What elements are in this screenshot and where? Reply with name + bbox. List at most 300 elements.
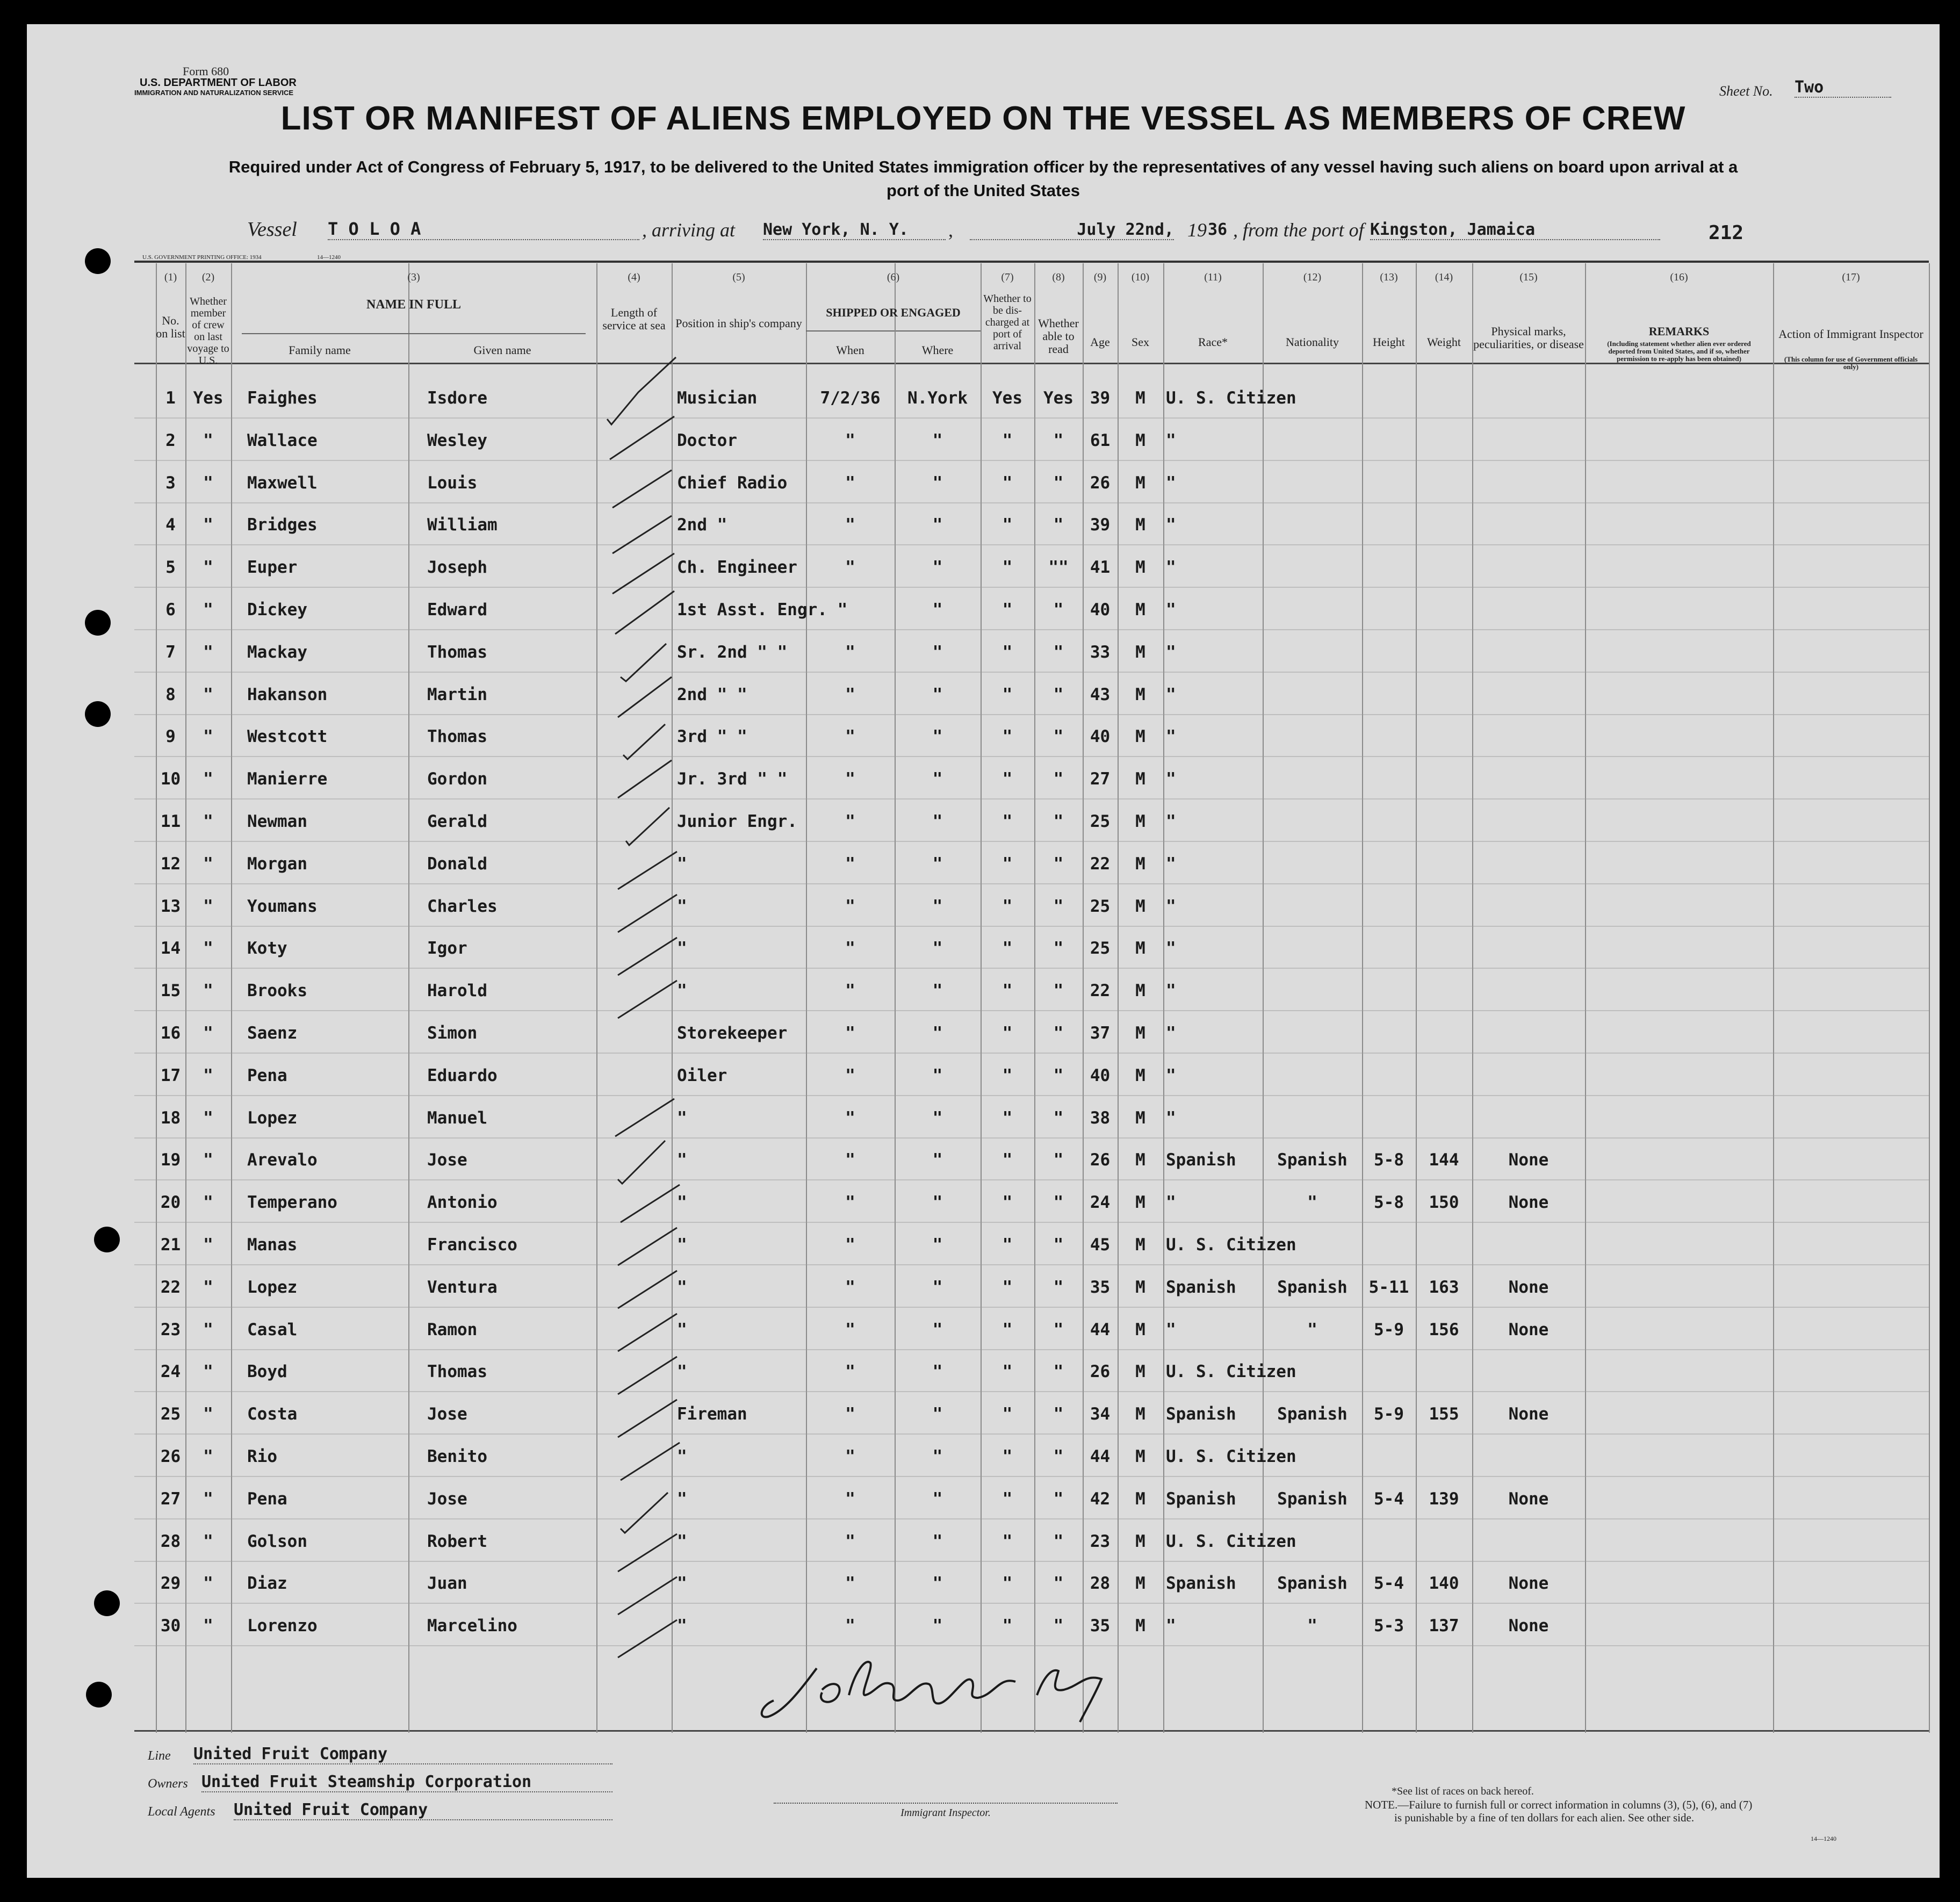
row-number: 27 bbox=[160, 1489, 181, 1509]
shipped-when-cell: " bbox=[845, 1489, 855, 1509]
physical-marks-cell: None bbox=[1508, 1150, 1549, 1170]
shipped-when-cell: " bbox=[845, 1616, 855, 1636]
col-head-service: Length of service at sea bbox=[602, 306, 666, 332]
race-cell: " bbox=[1166, 1193, 1176, 1213]
able-to-read-cell: " bbox=[1053, 939, 1064, 959]
discharged-cell: " bbox=[1002, 727, 1013, 747]
age-cell: 26 bbox=[1090, 1150, 1111, 1170]
family-name-cell: Arevalo bbox=[247, 1150, 318, 1170]
shipped-where-cell: " bbox=[932, 1489, 943, 1509]
sex-cell: M bbox=[1135, 1320, 1145, 1339]
race-cell: " bbox=[1166, 896, 1176, 916]
shipped-when-cell: " bbox=[845, 1108, 855, 1128]
row-number: 9 bbox=[165, 727, 176, 747]
sheet-value: Two bbox=[1795, 78, 1891, 98]
shipped-when-cell: " bbox=[845, 1150, 855, 1170]
position-cell: " bbox=[677, 1235, 687, 1255]
col-head-shipped: SHIPPED OR ENGAGED bbox=[826, 306, 961, 319]
shipped-when-cell: " bbox=[845, 430, 855, 450]
col-head-action-note: (This column for use of Government officials only) bbox=[1784, 355, 1918, 371]
shipped-when-cell: " bbox=[845, 981, 855, 1001]
arriving-label: , arriving at bbox=[642, 219, 736, 241]
col-head-action: Action of Immigrant Inspector bbox=[1778, 327, 1923, 341]
race-cell: U. S. Citizen bbox=[1166, 1362, 1296, 1382]
col-num-11: (11) bbox=[1204, 271, 1222, 283]
footer-note-2: is punishable by a fine of ten dollars for each alien. See other side. bbox=[1394, 1811, 1695, 1824]
row-number: 23 bbox=[160, 1320, 181, 1339]
position-cell: " bbox=[677, 1489, 687, 1509]
age-cell: 26 bbox=[1090, 473, 1111, 493]
physical-marks-cell: None bbox=[1508, 1193, 1549, 1213]
printing-office: U.S. GOVERNMENT PRINTING OFFICE: 1934 bbox=[142, 254, 262, 261]
sex-cell: M bbox=[1135, 727, 1145, 747]
subtitle-line-2: port of the United States bbox=[887, 181, 1080, 200]
family-name-cell: Wallace bbox=[247, 430, 318, 450]
discharged-cell: " bbox=[1002, 896, 1013, 916]
age-cell: 38 bbox=[1090, 1108, 1111, 1128]
position-cell: Ch. Engineer bbox=[677, 558, 797, 578]
age-cell: 25 bbox=[1090, 896, 1111, 916]
col-head-when: When bbox=[836, 343, 864, 357]
last-voyage-cell: " bbox=[203, 1362, 213, 1382]
age-cell: 40 bbox=[1090, 1065, 1111, 1085]
position-cell: " bbox=[677, 939, 687, 959]
shipped-where-cell: " bbox=[932, 812, 943, 831]
col-head-name: NAME IN FULL bbox=[366, 298, 461, 312]
weight-cell: 156 bbox=[1429, 1320, 1459, 1339]
height-cell: 5-4 bbox=[1374, 1574, 1404, 1594]
discharged-cell: Yes bbox=[992, 388, 1022, 408]
family-name-cell: Dickey bbox=[247, 600, 307, 619]
position-cell: 2nd " bbox=[677, 515, 727, 535]
sex-cell: M bbox=[1135, 1447, 1145, 1466]
physical-marks-cell: None bbox=[1508, 1320, 1549, 1339]
position-cell: " bbox=[677, 981, 687, 1001]
shipped-when-cell: " bbox=[845, 1024, 855, 1043]
row-number: 19 bbox=[160, 1150, 181, 1170]
able-to-read-cell: " bbox=[1053, 685, 1064, 704]
race-cell: " bbox=[1166, 727, 1176, 747]
col-num-17: (17) bbox=[1842, 271, 1860, 283]
age-cell: 45 bbox=[1090, 1235, 1111, 1255]
col-num-3: (3) bbox=[407, 271, 420, 283]
given-name-cell: Jose bbox=[427, 1150, 467, 1170]
age-cell: 25 bbox=[1090, 812, 1111, 831]
weight-cell: 139 bbox=[1429, 1489, 1459, 1509]
last-voyage-cell: " bbox=[203, 515, 213, 535]
last-voyage-cell: Yes bbox=[193, 388, 224, 408]
col-head-given: Given name bbox=[473, 343, 531, 357]
race-cell: " bbox=[1166, 430, 1176, 450]
sex-cell: M bbox=[1135, 642, 1145, 662]
row-number: 14 bbox=[160, 939, 181, 959]
weight-cell: 150 bbox=[1429, 1193, 1459, 1213]
last-voyage-cell: " bbox=[203, 642, 213, 662]
year-prefix: 19 bbox=[1187, 219, 1207, 241]
nationality-cell: " bbox=[1307, 1616, 1317, 1636]
race-cell: Spanish bbox=[1166, 1150, 1236, 1170]
able-to-read-cell: " bbox=[1053, 473, 1064, 493]
race-cell: " bbox=[1166, 1065, 1176, 1085]
family-name-cell: Newman bbox=[247, 812, 307, 831]
given-name-cell: Donald bbox=[427, 854, 487, 874]
able-to-read-cell: " bbox=[1053, 1574, 1064, 1594]
race-cell: " bbox=[1166, 854, 1176, 874]
shipped-where-cell: " bbox=[932, 1024, 943, 1043]
position-cell: " bbox=[677, 1616, 687, 1636]
able-to-read-cell: " bbox=[1053, 1447, 1064, 1466]
sex-cell: M bbox=[1135, 812, 1145, 831]
family-name-cell: Euper bbox=[247, 558, 298, 578]
given-name-cell: Benito bbox=[427, 1447, 487, 1466]
discharged-cell: " bbox=[1002, 939, 1013, 959]
given-name-cell: Thomas bbox=[427, 642, 487, 662]
age-cell: 22 bbox=[1090, 854, 1111, 874]
family-name-cell: Casal bbox=[247, 1320, 298, 1339]
shipped-when-cell: " bbox=[845, 515, 855, 535]
col-num-1: (1) bbox=[164, 271, 177, 283]
shipped-where-cell: " bbox=[932, 600, 943, 619]
agents-value: United Fruit Company bbox=[234, 1800, 612, 1820]
able-to-read-cell: " bbox=[1053, 1235, 1064, 1255]
position-cell: Doctor bbox=[677, 430, 737, 450]
shipped-when-cell: " bbox=[845, 473, 855, 493]
nationality-cell: Spanish bbox=[1277, 1489, 1347, 1509]
col-head-age: Age bbox=[1090, 335, 1110, 349]
row-number: 30 bbox=[160, 1616, 181, 1636]
race-cell: Spanish bbox=[1166, 1277, 1236, 1297]
shipped-where-cell: " bbox=[932, 1277, 943, 1297]
row-number: 15 bbox=[160, 981, 181, 1001]
shipped-when-cell: " bbox=[845, 1320, 855, 1339]
family-name-cell: Hakanson bbox=[247, 685, 328, 704]
position-cell: Junior Engr. bbox=[677, 812, 797, 831]
col-head-family: Family name bbox=[289, 343, 351, 357]
col-head-where: Where bbox=[921, 343, 954, 357]
age-cell: 61 bbox=[1090, 430, 1111, 450]
family-name-cell: Diaz bbox=[247, 1574, 287, 1594]
race-cell: " bbox=[1166, 558, 1176, 578]
age-cell: 34 bbox=[1090, 1404, 1111, 1424]
shipped-where-cell: " bbox=[932, 1150, 943, 1170]
sex-cell: M bbox=[1135, 939, 1145, 959]
nationality-cell: Spanish bbox=[1277, 1574, 1347, 1594]
nationality-cell: Spanish bbox=[1277, 1277, 1347, 1297]
discharged-cell: " bbox=[1002, 685, 1013, 704]
last-voyage-cell: " bbox=[203, 558, 213, 578]
line-label: Line bbox=[148, 1749, 171, 1763]
shipped-when-cell: " bbox=[845, 685, 855, 704]
sex-cell: M bbox=[1135, 1489, 1145, 1509]
shipped-when-cell: " bbox=[845, 1404, 855, 1424]
binder-hole bbox=[94, 1227, 120, 1252]
shipped-where-cell: " bbox=[932, 1531, 943, 1551]
row-number: 29 bbox=[160, 1574, 181, 1594]
given-name-cell: Jose bbox=[427, 1489, 467, 1509]
sex-cell: M bbox=[1135, 1531, 1145, 1551]
col-head-marks: Physical marks, peculiarities, or disease bbox=[1473, 325, 1584, 351]
discharged-cell: " bbox=[1002, 1404, 1013, 1424]
able-to-read-cell: " bbox=[1053, 1065, 1064, 1085]
last-voyage-cell: " bbox=[203, 600, 213, 619]
nationality-cell: Spanish bbox=[1277, 1150, 1347, 1170]
binder-hole bbox=[86, 1682, 112, 1708]
able-to-read-cell: " bbox=[1053, 600, 1064, 619]
given-name-cell: Eduardo bbox=[427, 1065, 498, 1085]
col-num-5: (5) bbox=[732, 271, 745, 283]
discharged-cell: " bbox=[1002, 1150, 1013, 1170]
col-num-6: (6) bbox=[887, 271, 900, 283]
shipped-when-cell: " bbox=[845, 558, 855, 578]
shipped-where-cell: " bbox=[932, 558, 943, 578]
position-cell: " bbox=[677, 1108, 687, 1128]
age-cell: 42 bbox=[1090, 1489, 1111, 1509]
row-number: 4 bbox=[165, 515, 176, 535]
shipped-where-cell: " bbox=[932, 1193, 943, 1213]
able-to-read-cell: " bbox=[1053, 1193, 1064, 1213]
owners-label: Owners bbox=[148, 1777, 188, 1791]
position-cell: Jr. 3rd " " bbox=[677, 769, 788, 789]
family-name-cell: Maxwell bbox=[247, 473, 318, 493]
binder-hole bbox=[85, 610, 111, 636]
physical-marks-cell: None bbox=[1508, 1616, 1549, 1636]
shipped-where-cell: " bbox=[932, 1108, 943, 1128]
last-voyage-cell: " bbox=[203, 1404, 213, 1424]
family-name-cell: Mackay bbox=[247, 642, 307, 662]
col-head-position: Position in ship's company bbox=[675, 316, 802, 330]
row-number: 20 bbox=[160, 1193, 181, 1213]
family-name-cell: Costa bbox=[247, 1404, 298, 1424]
sex-cell: M bbox=[1135, 388, 1145, 408]
footer-note-1: NOTE.—Failure to furnish full or correct information in columns (3), (5), (6), and (7) bbox=[1365, 1798, 1753, 1811]
race-cell: U. S. Citizen bbox=[1166, 1235, 1296, 1255]
given-name-cell: Martin bbox=[427, 685, 487, 704]
sex-cell: M bbox=[1135, 473, 1145, 493]
discharged-cell: " bbox=[1002, 1362, 1013, 1382]
page-title: LIST OR MANIFEST OF ALIENS EMPLOYED ON THE VESSEL AS MEMBERS OF CREW bbox=[280, 100, 1686, 137]
age-cell: 35 bbox=[1090, 1616, 1111, 1636]
nationality-cell: " bbox=[1307, 1320, 1317, 1339]
from-label: , from the port of bbox=[1233, 219, 1364, 241]
given-name-cell: Isdore bbox=[427, 388, 487, 408]
family-name-cell: Saenz bbox=[247, 1024, 298, 1043]
discharged-cell: " bbox=[1002, 558, 1013, 578]
race-cell: Spanish bbox=[1166, 1574, 1236, 1594]
age-cell: 25 bbox=[1090, 939, 1111, 959]
shipped-where-cell: " bbox=[932, 685, 943, 704]
agents-label: Local Agents bbox=[148, 1805, 215, 1819]
race-cell: " bbox=[1166, 1024, 1176, 1043]
discharged-cell: " bbox=[1002, 1447, 1013, 1466]
last-voyage-cell: " bbox=[203, 896, 213, 916]
given-name-cell: Robert bbox=[427, 1531, 487, 1551]
discharged-cell: " bbox=[1002, 515, 1013, 535]
race-cell: " bbox=[1166, 1616, 1176, 1636]
discharged-cell: " bbox=[1002, 1616, 1013, 1636]
shipped-where-cell: " bbox=[932, 473, 943, 493]
row-number: 12 bbox=[160, 854, 181, 874]
col-head-height: Height bbox=[1373, 335, 1405, 349]
position-cell: Storekeeper bbox=[677, 1024, 788, 1043]
nationality-cell: " bbox=[1307, 1193, 1317, 1213]
able-to-read-cell: Yes bbox=[1043, 388, 1073, 408]
family-name-cell: Lopez bbox=[247, 1108, 298, 1128]
shipped-when-cell: " bbox=[845, 939, 855, 959]
sex-cell: M bbox=[1135, 1193, 1145, 1213]
signature-scribble bbox=[762, 1662, 1101, 1722]
weight-cell: 155 bbox=[1429, 1404, 1459, 1424]
discharged-cell: " bbox=[1002, 854, 1013, 874]
given-name-cell: Wesley bbox=[427, 430, 487, 450]
discharged-cell: " bbox=[1002, 1065, 1013, 1085]
able-to-read-cell: "" bbox=[1048, 558, 1069, 578]
height-cell: 5-9 bbox=[1374, 1404, 1404, 1424]
col-num-9: (9) bbox=[1093, 271, 1107, 283]
family-name-cell: Temperano bbox=[247, 1193, 337, 1213]
height-cell: 5-11 bbox=[1368, 1277, 1409, 1297]
shipped-where-cell: " bbox=[932, 1235, 943, 1255]
col-head-remarks: REMARKS bbox=[1648, 325, 1710, 338]
shipped-where-cell: " bbox=[932, 1404, 943, 1424]
shipped-where-cell: " bbox=[932, 854, 943, 874]
row-number: 1 bbox=[165, 388, 176, 408]
shipped-where-cell: " bbox=[932, 1065, 943, 1085]
shipped-where-cell: " bbox=[932, 1320, 943, 1339]
discharged-cell: " bbox=[1002, 642, 1013, 662]
arrival-date: July 22nd, bbox=[970, 220, 1174, 240]
family-name-cell: Boyd bbox=[247, 1362, 287, 1382]
able-to-read-cell: " bbox=[1053, 1150, 1064, 1170]
family-name-cell: Manas bbox=[247, 1235, 298, 1255]
family-name-cell: Morgan bbox=[247, 854, 307, 874]
position-cell: Oiler bbox=[677, 1065, 727, 1085]
last-voyage-cell: " bbox=[203, 1489, 213, 1509]
given-name-cell: Ramon bbox=[427, 1320, 478, 1339]
departure-port: Kingston, Jamaica bbox=[1370, 220, 1660, 240]
last-voyage-cell: " bbox=[203, 981, 213, 1001]
position-cell: Musician bbox=[677, 388, 758, 408]
last-voyage-cell: " bbox=[203, 1531, 213, 1551]
shipped-where-cell: " bbox=[932, 515, 943, 535]
shipped-where-cell: " bbox=[932, 1616, 943, 1636]
row-number: 5 bbox=[165, 558, 176, 578]
last-voyage-cell: " bbox=[203, 1320, 213, 1339]
position-cell: 1st Asst. Engr. " bbox=[677, 600, 848, 619]
physical-marks-cell: None bbox=[1508, 1574, 1549, 1594]
weight-cell: 137 bbox=[1429, 1616, 1459, 1636]
discharged-cell: " bbox=[1002, 1235, 1013, 1255]
shipped-when-cell: " bbox=[845, 1065, 855, 1085]
service: IMMIGRATION AND NATURALIZATION SERVICE bbox=[134, 89, 294, 97]
race-cell: " bbox=[1166, 769, 1176, 789]
position-cell: " bbox=[677, 1531, 687, 1551]
col-num-4: (4) bbox=[628, 271, 640, 283]
able-to-read-cell: " bbox=[1053, 1320, 1064, 1339]
race-cell: U. S. Citizen bbox=[1166, 1531, 1296, 1551]
given-name-cell: Juan bbox=[427, 1574, 467, 1594]
last-voyage-cell: " bbox=[203, 1277, 213, 1297]
given-name-cell: Harold bbox=[427, 981, 487, 1001]
able-to-read-cell: " bbox=[1053, 812, 1064, 831]
sex-cell: M bbox=[1135, 1616, 1145, 1636]
shipped-where-cell: " bbox=[932, 727, 943, 747]
shipped-where-cell: " bbox=[932, 642, 943, 662]
line-value: United Fruit Company bbox=[193, 1745, 612, 1764]
age-cell: 37 bbox=[1090, 1024, 1111, 1043]
race-cell: U. S. Citizen bbox=[1166, 1447, 1296, 1466]
given-name-cell: Marcelino bbox=[427, 1616, 517, 1636]
col-head-remarks-note: (Including statement whether alien ever ordered deported from United States, and if so, whether permission to re-apply has been obtained) bbox=[1607, 340, 1751, 363]
binder-hole bbox=[85, 701, 111, 727]
sex-cell: M bbox=[1135, 981, 1145, 1001]
sex-cell: M bbox=[1135, 430, 1145, 450]
shipped-where-cell: " bbox=[932, 896, 943, 916]
sex-cell: M bbox=[1135, 896, 1145, 916]
able-to-read-cell: " bbox=[1053, 1108, 1064, 1128]
given-name-cell: Edward bbox=[427, 600, 487, 619]
footer-form-code: 14—1240 bbox=[1811, 1835, 1836, 1842]
given-name-cell: Manuel bbox=[427, 1108, 487, 1128]
race-cell: " bbox=[1166, 1320, 1176, 1339]
shipped-when-cell: " bbox=[845, 769, 855, 789]
row-number: 26 bbox=[160, 1447, 181, 1466]
position-cell: 3rd " " bbox=[677, 727, 747, 747]
service-check-marks bbox=[27, 24, 1940, 1878]
family-name-cell: Youmans bbox=[247, 896, 318, 916]
arrival-year: 36 bbox=[1208, 220, 1228, 239]
race-cell: " bbox=[1166, 812, 1176, 831]
race-cell: " bbox=[1166, 515, 1176, 535]
row-number: 10 bbox=[160, 769, 181, 789]
sex-cell: M bbox=[1135, 1362, 1145, 1382]
sex-cell: M bbox=[1135, 1574, 1145, 1594]
age-cell: 27 bbox=[1090, 769, 1111, 789]
able-to-read-cell: " bbox=[1053, 1616, 1064, 1636]
col-num-16: (16) bbox=[1670, 271, 1688, 283]
col-num-15: (15) bbox=[1519, 271, 1538, 283]
given-name-cell: Francisco bbox=[427, 1235, 517, 1255]
race-cell: Spanish bbox=[1166, 1489, 1236, 1509]
height-cell: 5-4 bbox=[1374, 1489, 1404, 1509]
shipped-where-cell: " bbox=[932, 1574, 943, 1594]
vessel-name: T O L O A bbox=[328, 219, 639, 240]
form-number: Form 680 bbox=[183, 64, 229, 78]
page-number: 212 bbox=[1709, 222, 1744, 244]
discharged-cell: " bbox=[1002, 473, 1013, 493]
position-cell: " bbox=[677, 1447, 687, 1466]
last-voyage-cell: " bbox=[203, 473, 213, 493]
row-number: 17 bbox=[160, 1065, 181, 1085]
able-to-read-cell: " bbox=[1053, 896, 1064, 916]
physical-marks-cell: None bbox=[1508, 1404, 1549, 1424]
row-number: 13 bbox=[160, 896, 181, 916]
race-cell: U. S. Citizen bbox=[1166, 388, 1296, 408]
able-to-read-cell: " bbox=[1053, 854, 1064, 874]
row-number: 28 bbox=[160, 1531, 181, 1551]
position-cell: " bbox=[677, 1277, 687, 1297]
family-name-cell: Pena bbox=[247, 1065, 287, 1085]
able-to-read-cell: " bbox=[1053, 1531, 1064, 1551]
last-voyage-cell: " bbox=[203, 1447, 213, 1466]
col-num-7: (7) bbox=[1001, 271, 1014, 283]
col-num-12: (12) bbox=[1303, 271, 1322, 283]
family-name-cell: Golson bbox=[247, 1531, 307, 1551]
given-name-cell: Charles bbox=[427, 896, 498, 916]
position-cell: " bbox=[677, 854, 687, 874]
given-name-cell: Jose bbox=[427, 1404, 467, 1424]
col-head-race: Race* bbox=[1198, 335, 1228, 349]
able-to-read-cell: " bbox=[1053, 515, 1064, 535]
